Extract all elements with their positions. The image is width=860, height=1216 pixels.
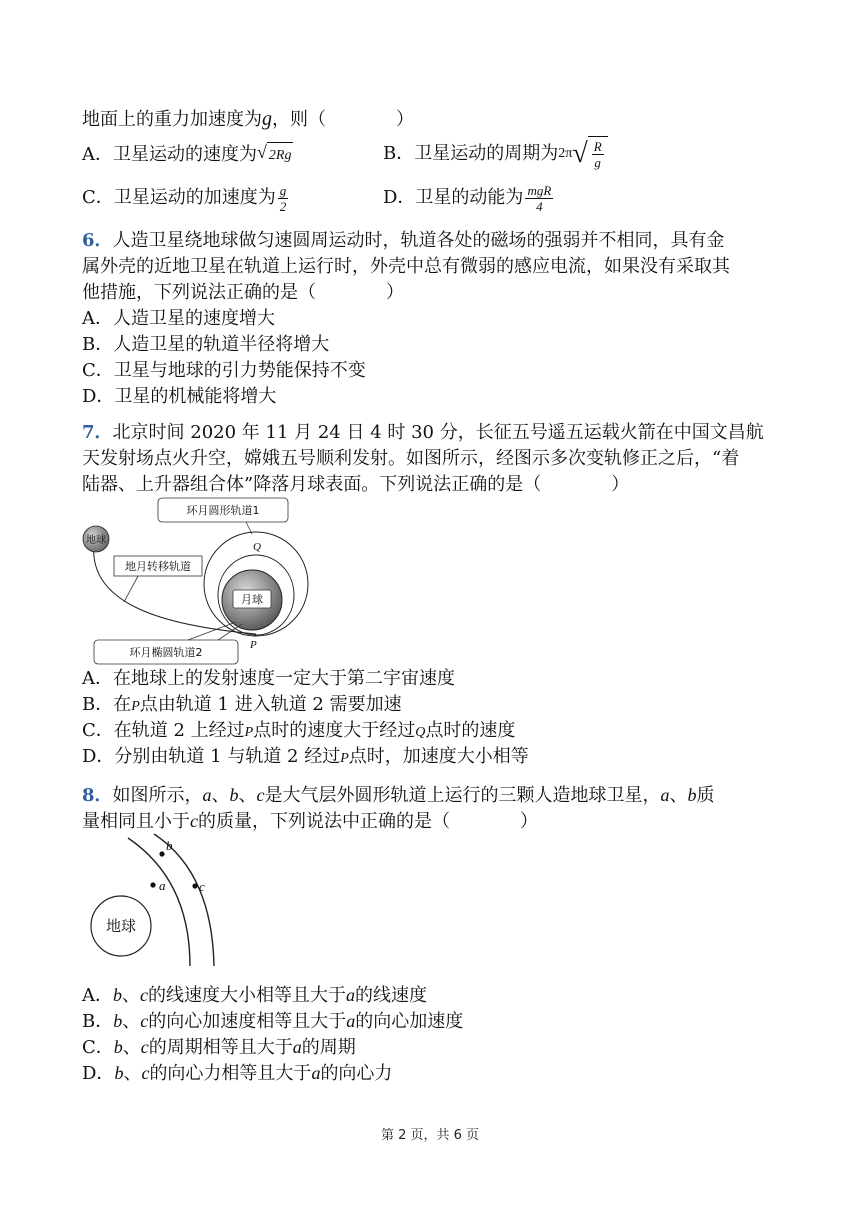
q7-option-c-mid: 点时的速度大于经过 xyxy=(253,720,416,741)
q7-option-d-p: P xyxy=(340,751,349,766)
q8-sep: 、 xyxy=(211,785,230,806)
q8-option-b xyxy=(82,1008,802,1035)
point-p-label: P xyxy=(250,639,257,651)
orbit-2-label: 环月椭圆轨道2 xyxy=(129,646,203,659)
point-q-label: Q xyxy=(253,541,261,553)
q8-earth-label: 地球 xyxy=(105,917,137,935)
satellite-a-label: a xyxy=(159,878,166,893)
q6-option-a: A．人造卫星的速度增大 xyxy=(82,308,275,329)
q5-option-c-num: g xyxy=(279,182,287,198)
satellite-a xyxy=(150,882,155,887)
q8-sep: 、 xyxy=(238,785,257,806)
q8-opt-c-pre: C． xyxy=(82,1037,114,1058)
q8-opt-b-mid: 的向心加速度相等且大于 xyxy=(148,1011,347,1032)
q8-sep: 、 xyxy=(123,1063,142,1084)
q6-number: 6． xyxy=(82,230,113,251)
q5-option-a-radicand: 2Rg xyxy=(267,142,294,169)
q7-option-c-q: Q xyxy=(415,725,426,740)
q8-opt-b-pre: B． xyxy=(82,1011,114,1032)
q6-text-2: 属外壳的近地卫星在轨道上运行时，外壳中总有微弱的感应电流，如果没有采取其 xyxy=(82,256,730,277)
q5-g-symbol: g xyxy=(262,108,272,130)
satellite-c xyxy=(192,883,197,888)
q8-opt-d-post: 的向心力 xyxy=(320,1063,393,1084)
q6-close: ） xyxy=(386,282,404,303)
q7-line-3 xyxy=(82,472,802,498)
q5-option-a-label: A．卫星运动的速度为 xyxy=(82,144,257,165)
q5-option-c xyxy=(82,180,290,216)
q8-text-1-post: 质 xyxy=(696,785,715,806)
q8-sep: 、 xyxy=(122,985,140,1006)
transfer-orbit-label: 地月转移轨道 xyxy=(125,560,191,573)
q8-close: ） xyxy=(520,811,538,832)
q8-var-c: c xyxy=(256,785,265,805)
q7-number: 7． xyxy=(82,422,113,443)
q8-var-b: b xyxy=(229,785,239,805)
q8-text-2-post: 的质量，下列说法中正确的是（ xyxy=(198,811,450,832)
q5-option-b-math: 2π √ $\frac{R}{g}$ xyxy=(558,136,607,172)
q8-opt-a-post: 的线速度 xyxy=(355,985,427,1006)
q5-option-b-num: R xyxy=(593,139,602,154)
q7-option-c xyxy=(82,718,802,746)
q7-option-b xyxy=(82,692,802,720)
q8-number: 8． xyxy=(82,785,113,806)
q6-option-c: C．卫星与地球的引力势能保持不变 xyxy=(82,360,366,381)
q7-text-3: 陆器、上升器组合体”降落月球表面。下列说法正确的是（ xyxy=(82,474,542,495)
q8-var-c: c xyxy=(141,1063,150,1083)
q7-option-d xyxy=(82,744,802,772)
q6-line-3 xyxy=(82,280,802,306)
q5-option-d xyxy=(383,180,555,216)
satellite-b-label: b xyxy=(166,838,173,853)
q8-var-a: a xyxy=(346,985,355,1005)
q5-option-d-label: D．卫星的动能为 xyxy=(383,187,524,208)
q5-stem-tail xyxy=(82,106,802,133)
q8-var-c: c xyxy=(140,1037,149,1057)
q8-var-b: b xyxy=(687,785,697,805)
q8-line-2 xyxy=(82,808,802,835)
q8-var-b: b xyxy=(114,1063,124,1083)
q6-option-b: B．人造卫星的轨道半径将增大 xyxy=(82,334,330,355)
q8-var-a: a xyxy=(346,1011,356,1031)
q7-option-c-pre: C．在轨道 2 上经过 xyxy=(82,720,245,741)
q7-text-1: 北京时间 2020 年 11 月 24 日 4 时 30 分，长征五号遥五运载火箭在中国文昌航 xyxy=(112,422,764,443)
satellite-b xyxy=(159,851,164,856)
q8-line-1 xyxy=(82,782,802,809)
q7-option-c-post: 点时的速度 xyxy=(425,720,516,741)
q8-option-c xyxy=(82,1034,802,1061)
satellite-c-label: c xyxy=(199,879,205,894)
q8-sep: 、 xyxy=(669,785,688,806)
q7-text-2: 天发射场点火升空，嫦娥五号顺利发射。如图所示，经图示多次变轨修正之后，“着 xyxy=(82,448,740,469)
q8-var-a: a xyxy=(292,1037,302,1057)
q8-opt-c-mid: 的周期相等且大于 xyxy=(148,1037,293,1058)
q8-var-a: a xyxy=(311,1063,321,1083)
q8-var-c: c xyxy=(140,985,148,1005)
q8-opt-b-post: 的向心加速度 xyxy=(355,1011,464,1032)
q5-option-b xyxy=(383,134,608,174)
moon-label: 月球 xyxy=(241,593,263,606)
q7-option-a: A．在地球上的发射速度一定大于第二宇宙速度 xyxy=(82,668,455,689)
q6-text-3: 他措施，下列说法正确的是（ xyxy=(82,282,316,303)
q8-text-1-pre: 如图所示， xyxy=(112,785,203,806)
q6-line-2 xyxy=(82,254,802,280)
q8-opt-a-mid: 的线速度大小相等且大于 xyxy=(148,985,346,1006)
q5-option-a-math: √ 2Rg xyxy=(257,142,293,169)
q5-option-a xyxy=(82,138,293,172)
q8-var-c: c xyxy=(190,811,198,831)
q8-var-a: a xyxy=(202,785,212,805)
q5-option-d-num: mgR xyxy=(527,182,552,198)
q8-option-d xyxy=(82,1060,802,1087)
q7-close: ） xyxy=(611,474,630,495)
q8-sep: 、 xyxy=(122,1037,141,1058)
q8-opt-d-mid: 的向心力相等且大于 xyxy=(149,1063,312,1084)
q8-var-c: c xyxy=(140,1011,149,1031)
q8-option-a xyxy=(82,982,802,1009)
q5-option-d-den: 4 xyxy=(536,198,543,214)
q6-line-1 xyxy=(82,228,802,254)
q8-var-b: b xyxy=(113,1011,123,1031)
q7-option-b-p: P xyxy=(131,699,140,714)
q7-option-d-pre: D．分别由轨道 1 与轨道 2 经过 xyxy=(82,746,341,767)
q5-option-b-coef: 2π xyxy=(558,146,573,161)
q8-sep: 、 xyxy=(122,1011,141,1032)
orbit-1-label: 环月圆形轨道1 xyxy=(186,504,260,517)
q7-option-d-post: 点时，加速度大小相等 xyxy=(348,746,529,767)
q8-var-a: a xyxy=(660,785,670,805)
q8-opt-a-pre: A． xyxy=(82,985,113,1006)
q8-var-b: b xyxy=(113,1037,123,1057)
q5-option-c-label: C．卫星运动的加速度为 xyxy=(82,187,276,208)
q5-then: ，则（ xyxy=(272,109,326,130)
q7-line-1 xyxy=(82,420,802,446)
q5-option-c-den: 2 xyxy=(279,198,287,214)
q7-line-2 xyxy=(82,446,802,472)
q8-var-b: b xyxy=(113,985,122,1005)
q8-text-2-pre: 量相同且小于 xyxy=(82,811,190,832)
q8-satellite-figure xyxy=(86,832,226,968)
q8-text-1-mid: 是大气层外圆形轨道上运行的三颗人造地球卫星， xyxy=(264,785,661,806)
q7-option-b-post: 点由轨道 1 进入轨道 2 需要加速 xyxy=(139,694,402,715)
q5-stem-text: 地面上的重力加速度为 xyxy=(82,109,262,130)
q6-text-1: 人造卫星绕地球做匀速圆周运动时，轨道各处的磁场的强弱并不相同，具有金 xyxy=(112,230,725,251)
q7-option-c-p: P xyxy=(244,725,254,740)
q5-close: ） xyxy=(396,109,414,130)
q5-option-b-label: B．卫星运动的周期为 xyxy=(383,143,559,164)
q8-opt-d-pre: D． xyxy=(82,1063,115,1084)
q7-option-b-pre: B．在 xyxy=(82,694,132,715)
page-footer: 第 2 页，共 6 页 xyxy=(380,1128,480,1143)
q7-orbit-figure xyxy=(78,496,318,668)
q8-opt-c-post: 的周期 xyxy=(301,1037,356,1058)
q5-option-b-den: g xyxy=(594,155,601,170)
earth-label: 地球 xyxy=(86,535,106,546)
q6-option-d: D．卫星的机械能将增大 xyxy=(82,386,277,407)
